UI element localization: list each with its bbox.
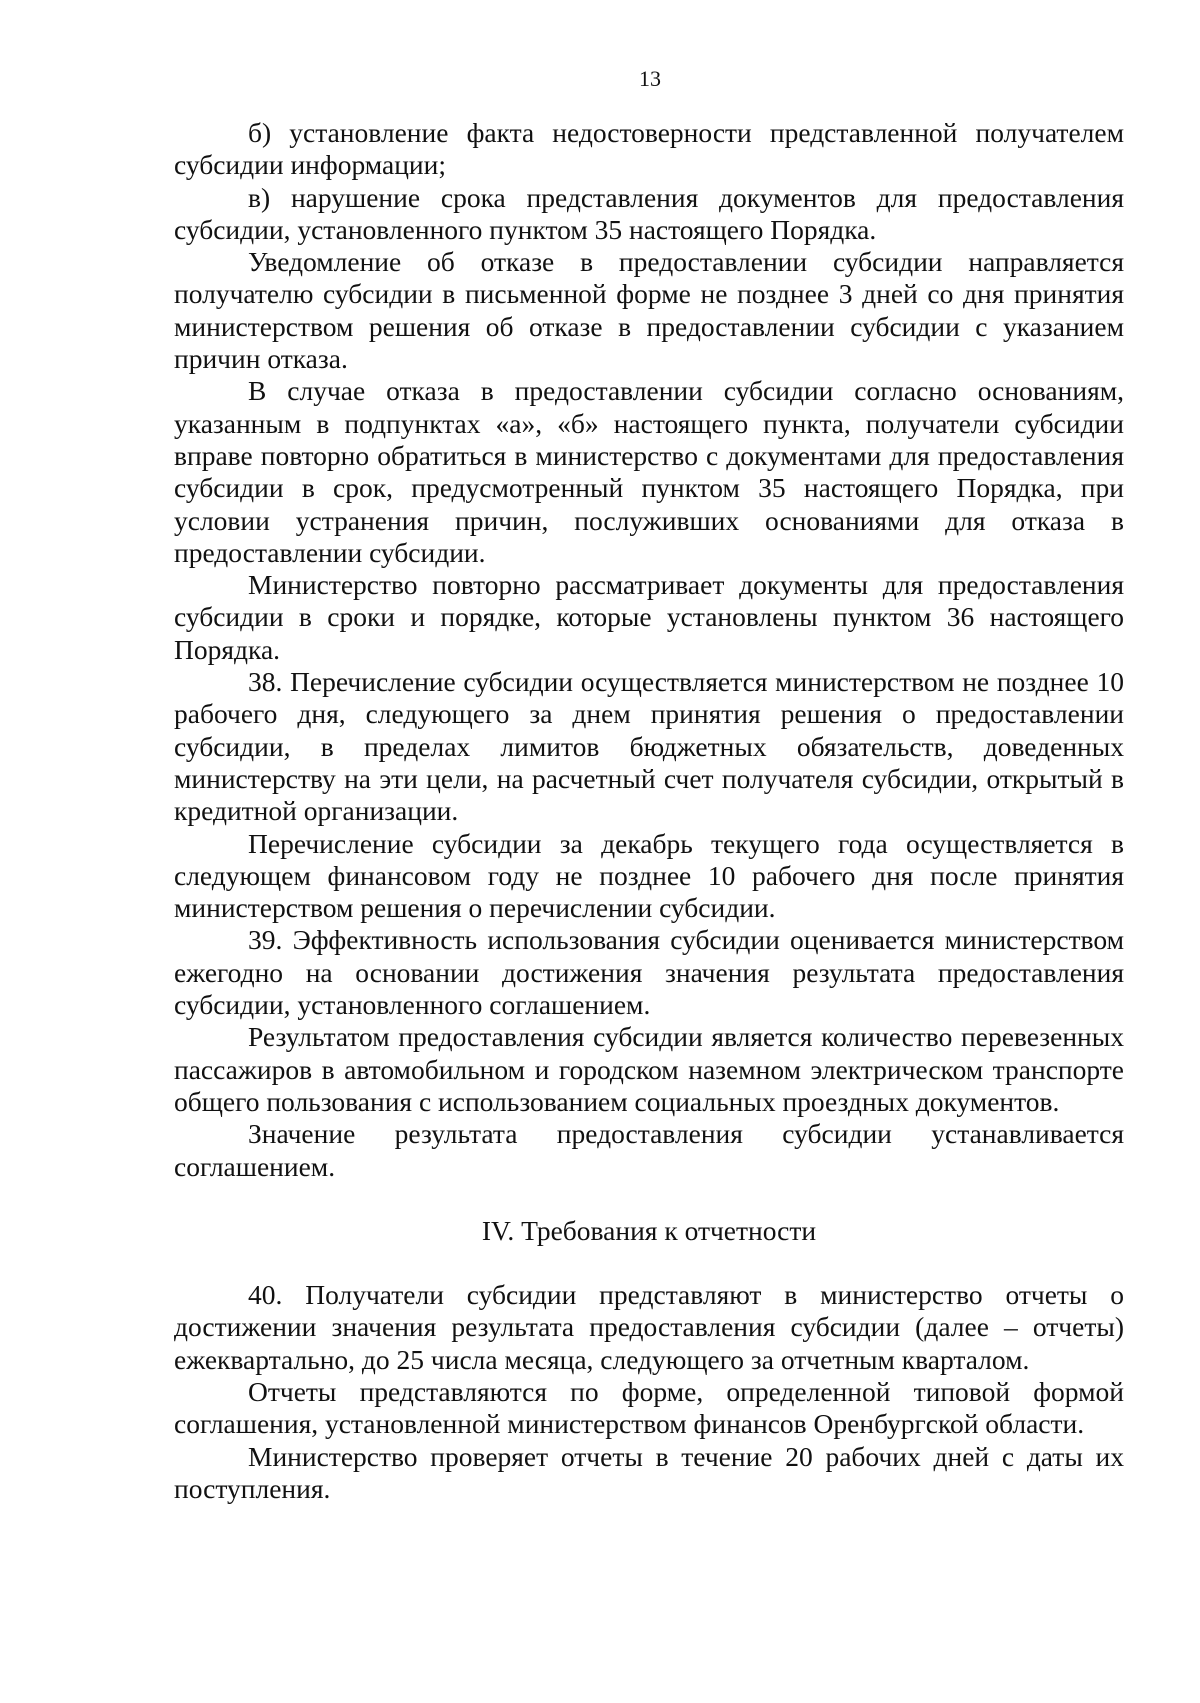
paragraph-item-v: в) нарушение срока представления документов для предоставления субсидии, установленного пунктом 35 настоящего Порядка. — [174, 181, 1124, 245]
document-body — [174, 117, 1124, 1505]
paragraph-clause-38: 38. Перечисление субсидии осуществляется министерством не позднее 10 рабочего дня, следующего за днем принятия решения о предоставлении субсидии, в пределах лимитов бюджетных обязательств, доведенных министерству на эти цели, на расчетный счет получателя субсидии, открытый в кредитной организации. — [174, 666, 1124, 827]
paragraph-report-check: Министерство проверяет отчеты в течение 20 рабочих дней с даты их поступления. — [174, 1440, 1124, 1504]
paragraph-december-transfer: Перечисление субсидии за декабрь текущего года осуществляется в следующем финансовом году не позднее 10 рабочего дня после принятия министерством решения о перечислении субсидии. — [174, 827, 1124, 924]
paragraph-repeat-review: Министерство повторно рассматривает документы для предоставления субсидии в сроки и порядке, которые установлены пунктом 36 настоящего Порядка. — [174, 569, 1124, 665]
section-heading: IV. Требования к отчетности — [481, 1214, 817, 1246]
paragraph-refusal-notice: Уведомление об отказе в предоставлении субсидии направляется получателю субсидии в письменной форме не позднее 3 дней со дня принятия министерством решения об отказе в предоставлении субсидии с указанием причин отказа. — [174, 246, 1124, 375]
paragraph-repeat-application: В случае отказа в предоставлении субсидии согласно основаниям, указанным в подпунктах «а», «б» настоящего пункта, получатели субсидии вправе повторно обратиться в министерство с документами для предоставления субсидии в срок, предусмотренный пунктом 35 настоящего Порядка, при условии устранения причин, послуживших основаниями для отказа в предоставлении субсидии. — [174, 375, 1124, 568]
page-number: 13 — [639, 66, 661, 91]
paragraph-clause-39: 39. Эффективность использования субсидии оценивается министерством ежегодно на основании достижения значения результата предоставления субсидии, установленного соглашением. — [174, 924, 1124, 1021]
paragraph-clause-40: 40. Получатели субсидии представляют в министерство отчеты о достижении значения результата предоставления субсидии (далее – отчеты) ежеквартально, до 25 числа месяца, следующего за отчетным кварталом. — [174, 1279, 1124, 1375]
paragraph-result-definition: Результатом предоставления субсидии является количество перевезенных пассажиров в автомобильном и городском наземном электрическом транспорте общего пользования с использованием социальных проездных документов. — [174, 1021, 1124, 1117]
paragraph-result-value: Значение результата предоставления субсидии устанавливается соглашением. — [174, 1118, 1124, 1182]
paragraph-item-b: б) установление факта недостоверности представленной получателем субсидии информации; — [174, 117, 1124, 181]
paragraph-report-form: Отчеты представляются по форме, определенной типовой формой соглашения, установленной министерством финансов Оренбургской области. — [174, 1375, 1124, 1440]
